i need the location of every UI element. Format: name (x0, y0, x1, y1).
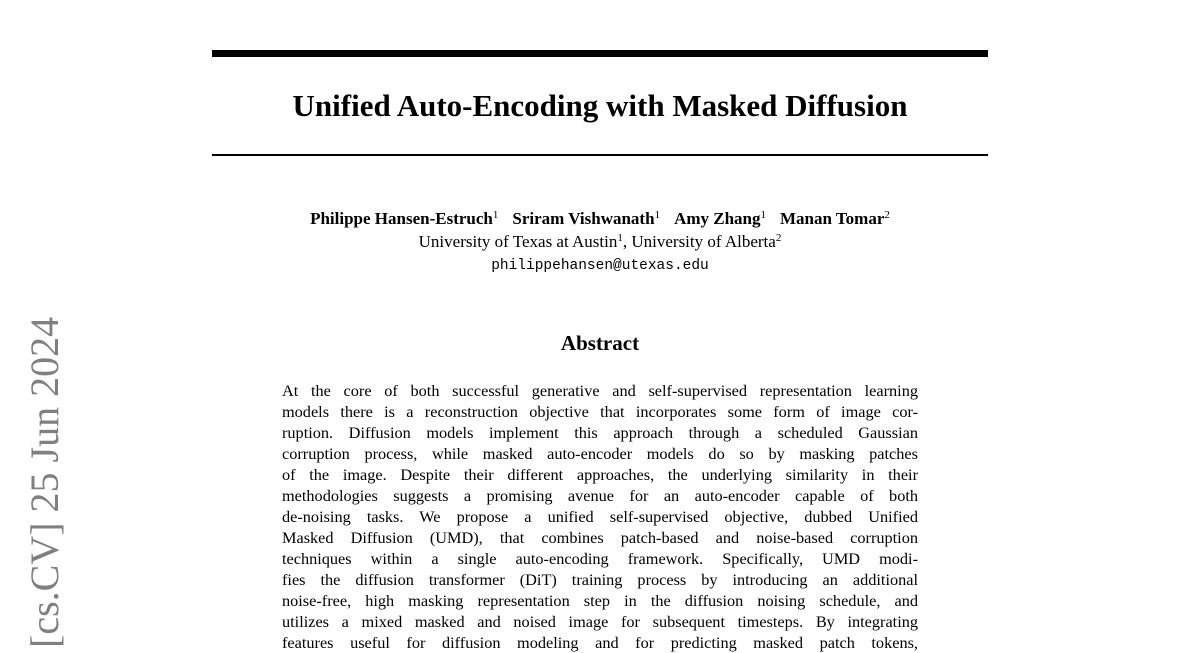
author-name: Sriram Vishwanath (512, 209, 655, 228)
abstract-line: methodologies suggests a promising avenue for an auto-encoder capable of both (282, 486, 918, 505)
author-list (212, 208, 988, 230)
affiliation-mark: 1 (617, 232, 623, 244)
abstract-line: models there is a reconstruction objective that incorporates some form of image cor- (282, 402, 918, 421)
abstract-line: de-noising tasks. We propose a unified self-supervised objective, dubbed Unified (282, 507, 918, 526)
affiliation-separator: , (622, 232, 632, 251)
abstract-line: Masked Diffusion (UMD), that combines patch-based and noise-based corruption (282, 528, 918, 547)
author-name: Manan Tomar (780, 209, 885, 228)
author-entry (674, 209, 766, 228)
abstract-line: features useful for diffusion modeling and for predicting masked patch tokens, (282, 633, 918, 652)
author-name: Philippe Hansen-Estruch (310, 209, 493, 228)
author-affil-mark: 2 (884, 209, 890, 221)
affiliation-name: University of Alberta (631, 232, 776, 251)
contact-email: philippehansen@utexas.edu (491, 258, 709, 274)
affiliation-mark: 2 (775, 232, 782, 244)
abstract-line: fies the diffusion transformer (DiT) training process by introducing an additional (282, 570, 918, 589)
abstract-line: At the core of both successful generative and self-supervised representation learning (282, 381, 918, 400)
abstract-line: of the image. Despite their different approaches, the underlying similarity in their (282, 465, 918, 484)
title-bottom-rule (212, 154, 988, 156)
abstract-line: noise-free, high masking representation step in the diffusion noising schedule, and (282, 591, 918, 610)
title-top-rule (212, 50, 988, 57)
paper-title: Unified Auto-Encoding with Masked Diffusion (292, 88, 908, 123)
author-entry (780, 209, 890, 228)
abstract-line: corruption process, while masked auto-encoder models do so by masking patches (282, 444, 918, 463)
author-affil-mark: 1 (492, 209, 499, 221)
abstract-line: utilizes a mixed masked and noised image for subsequent timesteps. By integrating (282, 612, 918, 631)
abstract-body (282, 380, 918, 653)
author-affil-mark: 1 (760, 209, 766, 221)
arxiv-sidebar-stamp: [cs.CV] 25 Jun 2024 (22, 316, 67, 648)
abstract-line: ruption. Diffusion models implement this approach through a scheduled Gaussian (282, 423, 918, 442)
author-entry (512, 209, 660, 228)
affiliation-name: University of Texas at Austin (418, 232, 618, 251)
author-name: Amy Zhang (674, 209, 761, 228)
author-affil-mark: 1 (654, 209, 661, 221)
author-entry (310, 209, 498, 228)
abstract-heading: Abstract (560, 331, 640, 355)
affiliations (212, 231, 988, 253)
abstract-line: techniques within a single auto-encoding framework. Specifically, UMD modi- (282, 549, 918, 568)
